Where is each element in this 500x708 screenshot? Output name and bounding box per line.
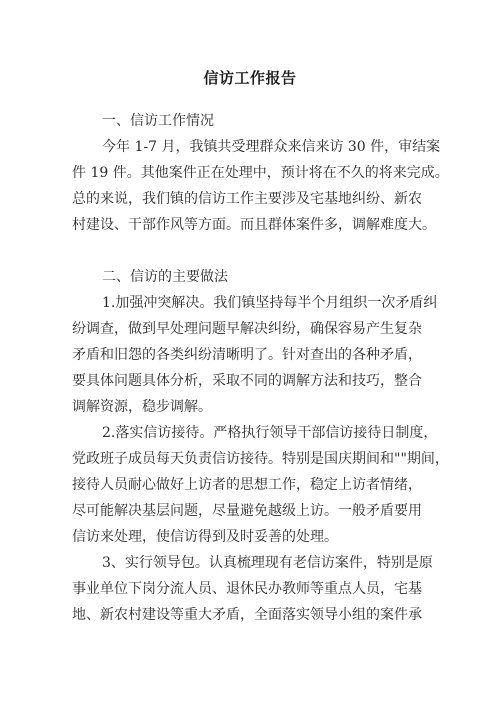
paragraph-line: 信访来处理，使信访得到及时妥善的处理。 [72,529,338,545]
paragraph-line: 尽可能解决基层问题，尽量避免越级上访。一般矛盾要用 [72,503,422,519]
paragraph-line: 党政班子成员每天负责信访接待。特别是国庆期间和""期间， [72,451,449,467]
document-title: 信访工作报告 [203,69,297,87]
paragraph-line: 1.加强冲突解决。我们镇坚持每半个月组织一次矛盾纠 [102,295,438,311]
paragraph-line: 今年 1-7 月，我镇共受理群众来信来访 30 件，审结案 [102,139,441,155]
section-heading-2: 二、信访的主要做法 [102,269,228,285]
paragraph-line: 村建设、干部作风等方面。而且群体案件多，调解难度大。 [72,217,436,233]
paragraph-line: 接待人员耐心做好上访者的思想工作，稳定上访者情绪， [72,477,422,493]
paragraph-line: 2.落实信访接待。严格执行领导干部信访接待日制度， [102,425,438,441]
paragraph-line: 事业单位下岗分流人员、退休民办教师等重点人员，宅基 [72,581,422,597]
paragraph-line: 总的来说，我们镇的信访工作主要涉及宅基地纠纷、新农 [72,191,422,207]
paragraph-line: 要具体问题具体分析，采取不同的调解方法和技巧，整合 [72,373,422,389]
section-heading-1: 一、信访工作情况 [102,113,214,129]
paragraph-line: 3、实行领导包。认真梳理现有老信访案件，特别是原 [102,555,433,571]
paragraph-line: 件 19 件。其他案件正在处理中，预计将在不久的将来完成。 [72,165,449,181]
paragraph-line: 矛盾和旧怨的各类纠纷清晰明了。针对查出的各种矛盾， [72,347,422,363]
paragraph-line: 地、新农村建设等重大矛盾，全面落实领导小组的案件承 [72,607,422,623]
paragraph-line: 纷调查，做到早处理问题早解决纠纷，确保容易产生复杂 [72,321,422,337]
paragraph-line: 调解资源，稳步调解。 [72,399,212,415]
